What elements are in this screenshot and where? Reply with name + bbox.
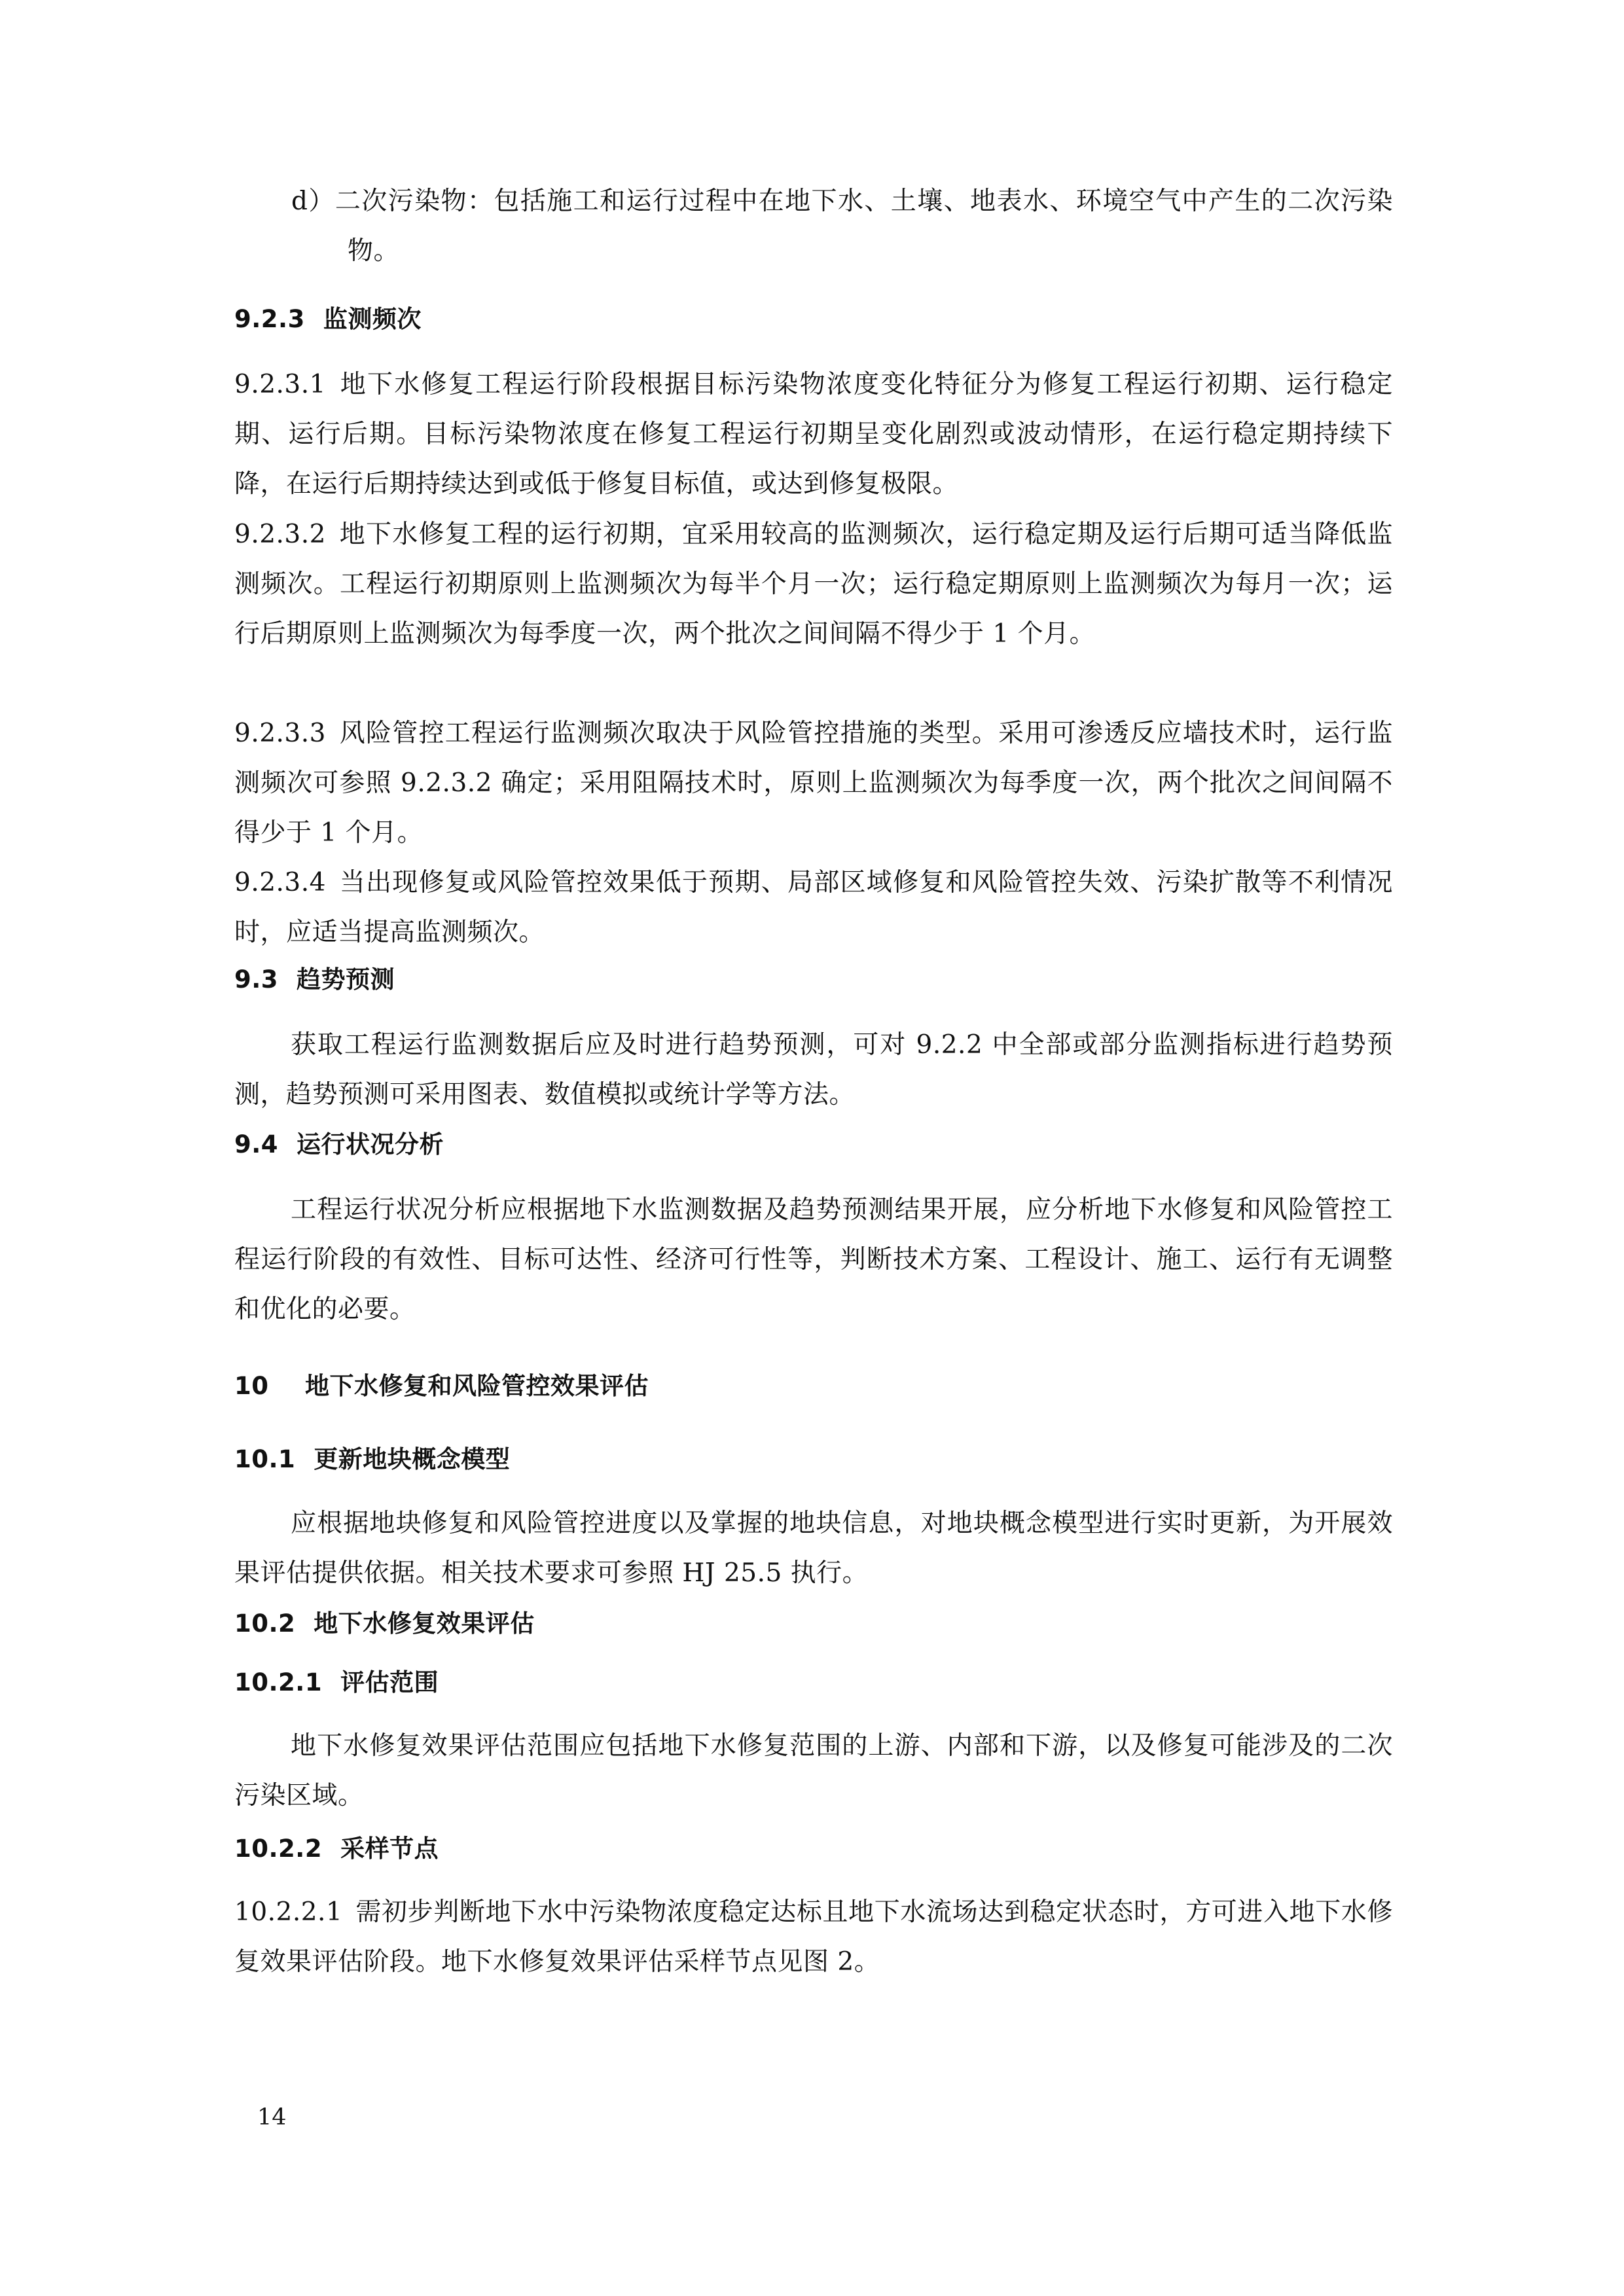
- section-title: 评估范围: [340, 1668, 439, 1696]
- section-title: 更新地块概念模型: [314, 1445, 511, 1473]
- paragraph-10-2-1: 地下水修复效果评估范围应包括地下水修复范围的上游、内部和下游，以及修复可能涉及的二次污染区域。: [234, 1731, 1393, 1810]
- paragraph-9-4: 工程运行状况分析应根据地下水监测数据及趋势预测结果开展，应分析地下水修复和风险管控工程运行阶段的有效性、目标可达性、经济可行性等，判断技术方案、工程设计、施工、运行有无调整和优化的必要。: [234, 1195, 1393, 1324]
- section-number: 10.2.2: [234, 1835, 323, 1863]
- section-number: 10.2.1: [234, 1668, 323, 1696]
- paragraph-9-2-3-2: [234, 510, 1393, 659]
- clause-number: 10.2.2.1: [234, 1897, 343, 1927]
- clause-number: 9.2.3.4: [234, 868, 326, 897]
- clause-text: 当出现修复或风险管控效果低于预期、局部区域修复和风险管控失效、污染扩散等不利情况时，应适当提高监测频次。: [234, 868, 1393, 947]
- section-heading-10-2: [234, 1604, 535, 1643]
- section-number: 10.2: [234, 1609, 296, 1638]
- section-heading-9-2-3: [234, 300, 422, 339]
- section-number: 9.4: [234, 1130, 279, 1158]
- section-heading-10-1: [234, 1440, 510, 1479]
- chapter-heading-10: [234, 1367, 649, 1406]
- section-title: 运行状况分析: [297, 1130, 444, 1158]
- chapter-number: 10: [234, 1372, 269, 1400]
- section-heading-9-4: [234, 1125, 444, 1164]
- paragraph-9-2-3-3: [234, 709, 1393, 858]
- section-number: 10.1: [234, 1445, 296, 1473]
- paragraph-10-1: 应根据地块修复和风险管控进度以及掌握的地块信息，对地块概念模型进行实时更新，为开展效果评估提供依据。相关技术要求可参照 HJ 25.5 执行。: [234, 1509, 1393, 1588]
- paragraph-9-2-3-1: [234, 360, 1393, 509]
- section-heading-10-2-2: [234, 1829, 439, 1869]
- section-number: 9.2.3: [234, 305, 305, 333]
- section-heading-9-3: [234, 960, 395, 999]
- paragraph-10-2-2-1: [234, 1888, 1393, 1987]
- clause-text: 风险管控工程运行监测频次取决于风险管控措施的类型。采用可渗透反应墙技术时，运行监测频次可参照 9.2.3.2 确定；采用阻隔技术时，原则上监测频次为每季度一次，两个批次之间间隔不得少于 1 个月。: [234, 719, 1393, 848]
- paragraph-9-2-3-4: [234, 858, 1393, 958]
- paragraph-9-3: 获取工程运行监测数据后应及时进行趋势预测，可对 9.2.2 中全部或部分监测指标进行趋势预测，趋势预测可采用图表、数值模拟或统计学等方法。: [234, 1030, 1393, 1109]
- section-title: 监测频次: [323, 305, 422, 333]
- clause-text: 地下水修复工程运行阶段根据目标污染物浓度变化特征分为修复工程运行初期、运行稳定期、运行后期。目标污染物浓度在修复工程运行初期呈变化剧烈或波动情形，在运行稳定期持续下降，在运行后期持续达到或低于修复目标值，或达到修复极限。: [234, 370, 1393, 499]
- section-title: 采样节点: [340, 1835, 439, 1863]
- chapter-title: 地下水修复和风险管控效果评估: [305, 1372, 649, 1400]
- clause-number: 9.2.3.1: [234, 370, 326, 399]
- page-number: 14: [257, 2104, 287, 2130]
- clause-text: 需初步判断地下水中污染物浓度稳定达标且地下水流场达到稳定状态时，方可进入地下水修复效果评估阶段。地下水修复效果评估采样节点见图 2。: [234, 1897, 1393, 1977]
- clause-number: 9.2.3.2: [234, 520, 326, 549]
- section-heading-10-2-1: [234, 1663, 439, 1702]
- clause-number: 9.2.3.3: [234, 719, 326, 748]
- section-number: 9.3: [234, 965, 279, 994]
- clause-text: 地下水修复工程的运行初期，宜采用较高的监测频次，运行稳定期及运行后期可适当降低监测频次。工程运行初期原则上监测频次为每半个月一次；运行稳定期原则上监测频次为每月一次；运行后期原则上监测频次为每季度一次，两个批次之间间隔不得少于 1 个月。: [234, 520, 1393, 649]
- section-title: 地下水修复效果评估: [314, 1609, 535, 1638]
- list-item-d: d）二次污染物：包括施工和运行过程中在地下水、土壤、地表水、环境空气中产生的二次污染物。: [291, 187, 1393, 266]
- section-title: 趋势预测: [297, 965, 395, 994]
